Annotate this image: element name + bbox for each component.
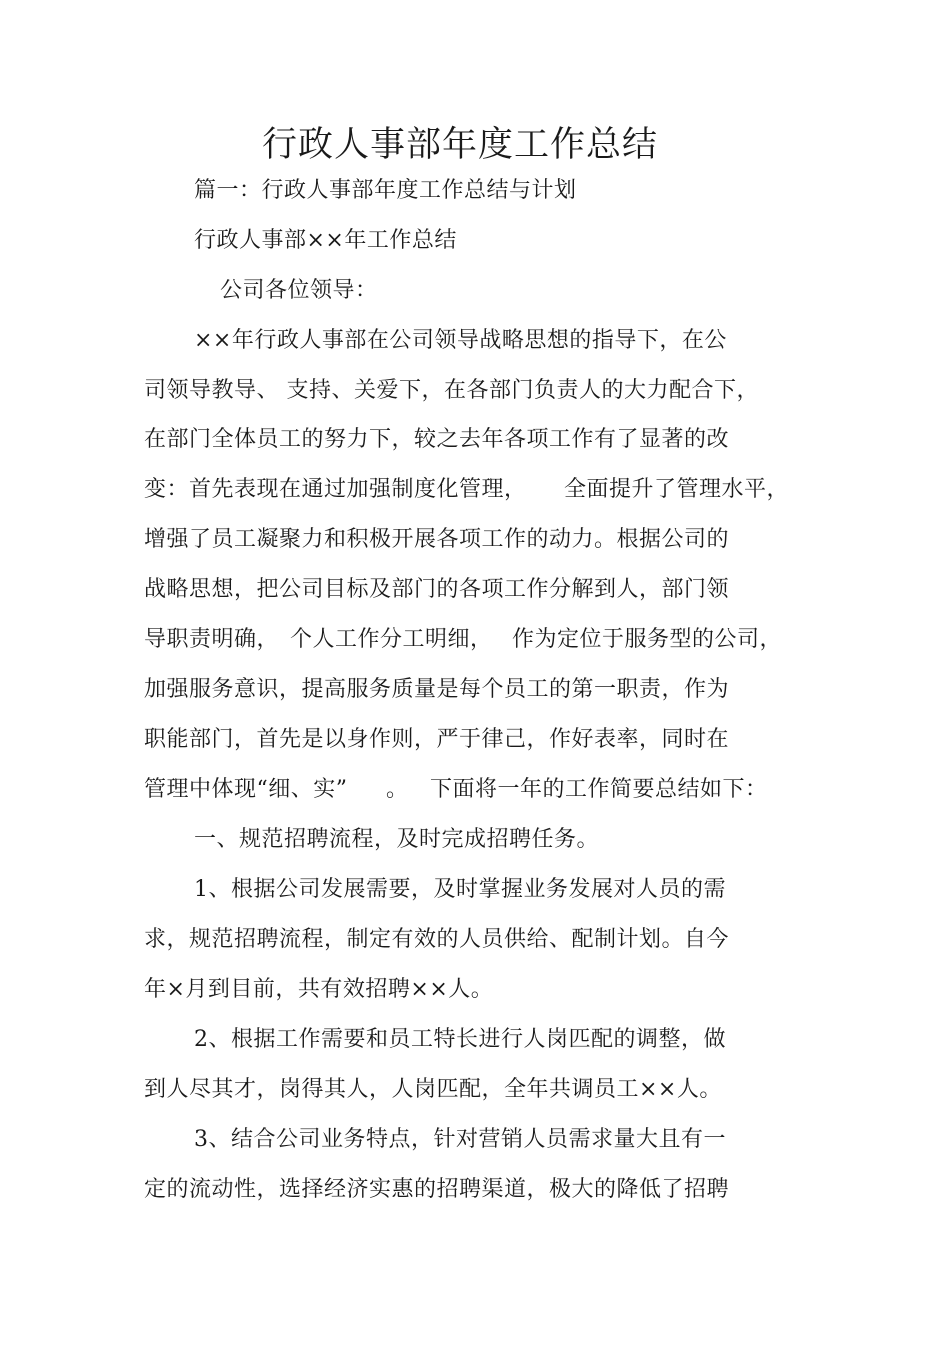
- body-line: 下面将一年的工作简要总结如下：: [430, 777, 768, 802]
- body-line: 1、根据公司发展需要，及时掌握业务发展对人员的需: [194, 877, 726, 902]
- body-line: 。: [386, 777, 409, 802]
- body-line: 定的流动性，选择经济实惠的招聘渠道，极大的降低了招聘: [144, 1177, 730, 1202]
- document-title: 行政人事部年度工作总结: [261, 125, 658, 165]
- section-heading: 行政人事部××年工作总结: [194, 228, 457, 253]
- body-line: 到人尽其才，岗得其人，人岗匹配，全年共调员工××人。: [144, 1077, 722, 1102]
- body-line: 3、结合公司业务特点，针对营销人员需求量大且有一: [194, 1127, 726, 1152]
- body-line: 全面提升了管理水平，: [564, 477, 790, 502]
- body-line: 求，规范招聘流程，制定有效的人员供给、配制计划。自今: [144, 927, 730, 952]
- body-line: 增强了员工凝聚力和积极开展各项工作的动力。根据公司的: [144, 527, 730, 552]
- body-line: 个人工作分工明细，: [290, 627, 493, 652]
- body-line: 作为定位于服务型的公司，: [512, 627, 783, 652]
- body-line: 导职责明确，: [144, 627, 280, 652]
- body-line: 战略思想，把公司目标及部门的各项工作分解到人，部门领: [144, 577, 730, 602]
- section-heading: 一、规范招聘流程，及时完成招聘任务。: [194, 827, 600, 852]
- body-line: 职能部门，首先是以身作则，严于律己，作好表率，同时在: [144, 727, 730, 752]
- salutation: 公司各位领导：: [220, 278, 378, 303]
- body-line: 司领导教导、 支持、关爱下，在各部门负责人的大力配合下，: [144, 378, 759, 403]
- body-line: 加强服务意识，提高服务质量是每个员工的第一职责，作为: [144, 677, 730, 702]
- body-line: 2、根据工作需要和员工特长进行人岗匹配的调整，做: [194, 1027, 726, 1052]
- body-line: 在部门全体员工的努力下，较之去年各项工作有了显著的改: [144, 427, 730, 452]
- subtitle-line: 篇一：行政人事部年度工作总结与计划: [194, 178, 577, 203]
- body-line: 变：首先表现在通过加强制度化管理，: [144, 477, 527, 502]
- body-line: ××年行政人事部在公司领导战略思想的指导下，在公: [194, 328, 727, 353]
- body-line: 管理中体现“细、实”: [144, 777, 348, 802]
- body-line: 年×月到目前，共有效招聘××人。: [144, 977, 494, 1002]
